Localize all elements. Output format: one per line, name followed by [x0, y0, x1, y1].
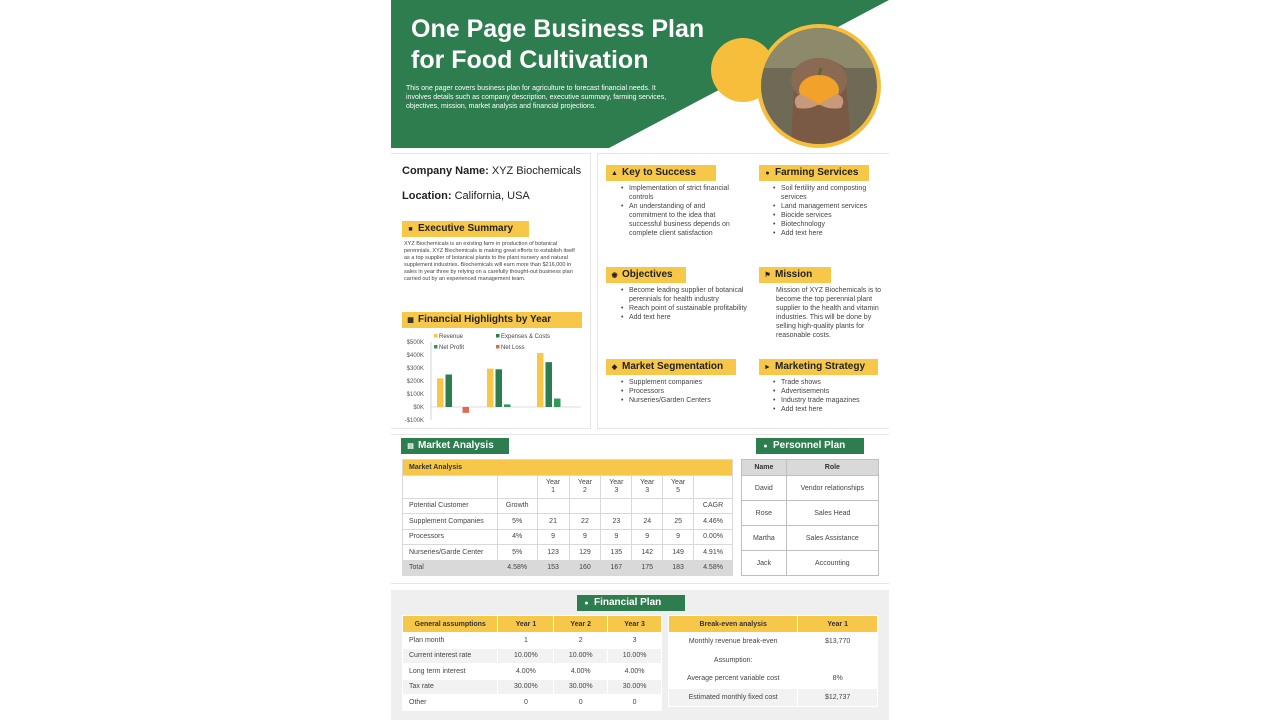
year-number: 1: [551, 486, 556, 494]
bar-expenses-costs: [496, 369, 503, 407]
market-segmentation-title: Market Segmentation: [622, 361, 724, 372]
table-cell: 10.00%: [554, 648, 608, 664]
table-row: [403, 664, 662, 680]
target-icon: ◉: [611, 272, 618, 279]
table-cell: 4.00%: [554, 664, 608, 680]
table-cell: 22: [569, 514, 601, 530]
table-cell: Supplement Companies: [403, 514, 498, 530]
bar-net-profit: [554, 399, 561, 407]
market-analysis-title: Market Analysis: [418, 440, 494, 451]
table-row: [403, 498, 733, 514]
financial-plan-heading: [577, 595, 685, 611]
year-label: Year: [609, 478, 624, 486]
farming-services-title: Farming Services: [775, 167, 859, 178]
table-cell: 123: [537, 545, 569, 561]
exec-summary-heading: [402, 221, 529, 237]
table-cell: Vendor relationships: [786, 476, 878, 501]
flag-icon: ⚑: [764, 272, 771, 279]
marketing-strategy-title: Marketing Strategy: [775, 361, 866, 372]
market-segmentation-list: [621, 379, 741, 406]
y-tick-label: -$100K: [404, 418, 424, 424]
chart-icon: ▲: [611, 170, 618, 177]
y-tick-label: $0K: [413, 405, 424, 411]
list-item: • Nurseries/Garden Centers: [621, 397, 741, 406]
financial-chart: [391, 330, 591, 430]
table-cell: Monthly revenue break-even: [669, 633, 798, 652]
tractor-icon: ●: [765, 170, 770, 177]
legend-swatch: [434, 345, 438, 349]
table-row: [669, 688, 878, 707]
list-item: • Add text here: [773, 406, 883, 415]
column-header: Name: [742, 460, 787, 476]
table-row: [669, 651, 878, 670]
list-item: • Supplement companies: [621, 379, 741, 388]
table-cell: 9: [537, 529, 569, 545]
table-cell: $12,737: [798, 688, 878, 707]
table-cell: 24: [632, 514, 663, 530]
table-cell: 30.00%: [498, 679, 554, 695]
y-tick-label: $200K: [406, 379, 424, 385]
company-name-label: Company Name:: [402, 165, 489, 177]
legend-label: Net Profit: [439, 345, 465, 351]
table-cell: 30.00%: [608, 679, 662, 695]
company-name-value: XYZ Biochemicals: [491, 165, 582, 177]
table-cell: [537, 498, 569, 514]
table-cell: 9: [601, 529, 632, 545]
table-cell: Average percent variable cost: [669, 670, 798, 689]
table-cell: Rose: [742, 501, 787, 526]
legend-label: Revenue: [439, 334, 464, 340]
table-cell: Assumption:: [669, 651, 798, 670]
table-header-row: [403, 460, 733, 476]
personnel-plan-heading: [756, 438, 864, 454]
table-header-row: [669, 616, 878, 633]
list-item: • Industry trade magazines: [773, 397, 883, 406]
column-header: Year 1: [498, 616, 554, 633]
table-cell: 175: [632, 560, 663, 576]
table-cell: 153: [537, 560, 569, 576]
list-item: • Become leading supplier of botanical perennials for health industry: [621, 287, 761, 305]
summary-icon: ■: [408, 226, 413, 233]
table-cell: 5%: [497, 545, 537, 561]
farming-services-heading: [759, 165, 869, 181]
table-cell: Plan month: [403, 633, 498, 649]
y-tick-label: $300K: [406, 366, 424, 372]
year-cell: [601, 475, 632, 498]
location-label: Location:: [402, 190, 452, 202]
table-cell: 4%: [497, 529, 537, 545]
year-label: Year: [577, 478, 593, 486]
table-cell: Nurseries/Garde Center: [403, 545, 498, 561]
table-cell: 1: [498, 633, 554, 649]
bar-revenue: [437, 378, 444, 407]
table-cell: 0: [608, 695, 662, 711]
table-row: [403, 679, 662, 695]
megaphone-icon: ►: [764, 364, 771, 371]
list-item: • Biocide services: [773, 212, 873, 221]
table-cell: 9: [569, 529, 601, 545]
table-cell: 21: [537, 514, 569, 530]
document-icon: ▦: [407, 317, 414, 324]
total-row: [403, 560, 733, 576]
year-label: Year: [671, 478, 686, 486]
table-cell: Other: [403, 695, 498, 711]
y-tick-label: $500K: [406, 340, 424, 346]
table-cell: [694, 475, 733, 498]
table-cell: 10.00%: [608, 648, 662, 664]
table-cell: 2: [554, 633, 608, 649]
table-cell: 142: [632, 545, 663, 561]
table-cell: 5%: [497, 514, 537, 530]
list-item: • An understanding of and commitment to the idea that successful business depends on complete client satisfaction: [621, 203, 733, 239]
farming-services-list: [773, 185, 873, 238]
table-cell: 135: [601, 545, 632, 561]
table-cell: [403, 475, 498, 498]
table-row: [403, 545, 733, 561]
table-row: [742, 526, 879, 551]
table-cell: 0: [554, 695, 608, 711]
table-cell: [632, 498, 663, 514]
table-cell: [663, 498, 694, 514]
marketing-strategy-list: [773, 379, 883, 415]
personnel-plan-title: Personnel Plan: [773, 440, 846, 451]
table-cell: 9: [663, 529, 694, 545]
table-cell: 8%: [798, 670, 878, 689]
table-row: [669, 670, 878, 689]
company-location: [402, 190, 530, 202]
table-header-row: [403, 616, 662, 633]
table-cell: 10.00%: [498, 648, 554, 664]
table-row: [403, 514, 733, 530]
table-cell: 4.58%: [497, 560, 537, 576]
money-bag-icon: ●: [584, 600, 589, 607]
table-cell: Accounting: [786, 551, 878, 576]
page-title: One Page Business Plan for Food Cultivation: [411, 15, 705, 74]
table-row: [742, 476, 879, 501]
table-cell: Jack: [742, 551, 787, 576]
list-item: • Implementation of strict financial controls: [621, 185, 733, 203]
table-cell: Current interest rate: [403, 648, 498, 664]
objectives-heading: [606, 267, 686, 283]
year-cell: [537, 475, 569, 498]
objectives-list: [621, 287, 761, 323]
bar-revenue: [537, 353, 544, 407]
list-item: • Reach point of sustainable profitability: [621, 305, 761, 314]
year-cell: [663, 475, 694, 498]
table-row: [403, 695, 662, 711]
table-cell: Estimated monthly fixed cost: [669, 688, 798, 707]
list-item: • Land management services: [773, 203, 873, 212]
table-cell: 0: [498, 695, 554, 711]
list-item: • Trade shows: [773, 379, 883, 388]
years-row: [403, 475, 733, 498]
table-cell: CAGR: [694, 498, 733, 514]
key-success-heading: [606, 165, 716, 181]
table-title: Market Analysis: [403, 460, 733, 476]
year-number: 5: [676, 486, 681, 494]
key-success-title: Key to Success: [622, 167, 696, 178]
marketing-strategy-heading: [759, 359, 878, 375]
mission-title: Mission: [775, 269, 813, 280]
table-cell: [601, 498, 632, 514]
table-cell: 23: [601, 514, 632, 530]
table-cell: Martha: [742, 526, 787, 551]
table-cell: Growth: [497, 498, 537, 514]
financial-plan-title: Financial Plan: [594, 597, 662, 608]
people-icon: ●: [763, 443, 768, 450]
table-cell: [798, 651, 878, 670]
table-cell: 4.00%: [608, 664, 662, 680]
table-cell: Processors: [403, 529, 498, 545]
table-cell: 30.00%: [554, 679, 608, 695]
exec-summary-title: Executive Summary: [418, 223, 514, 234]
table-cell: 160: [569, 560, 601, 576]
table-cell: Tax rate: [403, 679, 498, 695]
table-cell: $13,770: [798, 633, 878, 652]
list-item: • Soil fertility and composting services: [773, 185, 873, 203]
bar-revenue: [487, 369, 494, 407]
list-item: • Add text here: [773, 230, 873, 239]
column-header: Year 1: [798, 616, 878, 633]
mission-text: Mission of XYZ Biochemicals is to become the top perennial plant supplier to the health and vitamin industries. This will be done by selling high-quality plants for reasonable costs.: [776, 287, 882, 339]
bar-expenses-costs: [546, 362, 553, 407]
table-cell: 129: [569, 545, 601, 561]
column-header: Role: [786, 460, 878, 476]
table-cell: 0.00%: [694, 529, 733, 545]
segment-icon: ◆: [611, 364, 618, 371]
table-cell: Sales Assistance: [786, 526, 878, 551]
market-segmentation-heading: [606, 359, 736, 375]
bar-net-profit: [504, 404, 511, 407]
table-cell: 25: [663, 514, 694, 530]
column-header: Year 2: [554, 616, 608, 633]
personnel-table: [741, 459, 879, 576]
market-analysis-heading: [401, 438, 509, 454]
y-tick-label: $100K: [406, 392, 424, 398]
table-cell: Long term interest: [403, 664, 498, 680]
list-item: • Processors: [621, 388, 741, 397]
bar-net-loss: [463, 407, 470, 413]
legend-label: Net Loss: [501, 345, 525, 351]
table-cell: Potential Customer: [403, 498, 498, 514]
legend-label: Expenses & Costs: [501, 334, 551, 340]
list-item: • Biotechnology: [773, 221, 873, 230]
year-label: Year: [546, 478, 561, 486]
table-cell: 4.00%: [498, 664, 554, 680]
table-cell: David: [742, 476, 787, 501]
table-icon: ▤: [407, 443, 414, 450]
table-cell: 149: [663, 545, 694, 561]
table-row: [742, 501, 879, 526]
table-cell: 4.58%: [694, 560, 733, 576]
table-cell: 4.46%: [694, 514, 733, 530]
table-header-row: [742, 460, 879, 476]
year-number: 2: [583, 486, 587, 494]
table-cell: Sales Head: [786, 501, 878, 526]
legend-swatch: [434, 334, 438, 338]
table-row: [403, 529, 733, 545]
one-page-plan: [391, 0, 889, 720]
breakeven-table: [668, 615, 878, 707]
y-tick-label: $400K: [406, 353, 424, 359]
table-cell: 183: [663, 560, 694, 576]
legend-swatch: [496, 334, 500, 338]
year-number: 3: [645, 486, 650, 494]
column-header: Break-even analysis: [669, 616, 798, 633]
exec-summary-text: XYZ Biochemicals is an existing farm in production of botanical perennials. XYZ Biochemicals is making great efforts to establish itself as a top supplier of botanical plants to the plant nursery and natural supplement industries. Biochemicals will earn more than $216,000 in sales in year three by relying on a carefully thought-out business plan carried out by an experienced management team.: [404, 241, 575, 283]
financial-highlights-title: Financial Highlights by Year: [418, 314, 552, 325]
market-analysis-table: [402, 459, 733, 576]
table-row: [669, 633, 878, 652]
table-row: [403, 648, 662, 664]
legend-swatch: [496, 345, 500, 349]
table-row: [403, 633, 662, 649]
year-cell: [569, 475, 601, 498]
column-header: General assumptions: [403, 616, 498, 633]
location-value: California, USA: [454, 190, 530, 202]
table-cell: Total: [403, 560, 498, 576]
page-subtitle: This one pager covers business plan for agriculture to forecast financial needs. It involves details such as company description, executive summary, farming services, objectives, mission, market analysis and financial projections.: [406, 85, 667, 110]
objectives-title: Objectives: [622, 269, 673, 280]
list-item: • Advertisements: [773, 388, 883, 397]
column-header: Year 3: [608, 616, 662, 633]
table-cell: 9: [632, 529, 663, 545]
mission-heading: [759, 267, 831, 283]
year-cell: [632, 475, 663, 498]
table-cell: 4.91%: [694, 545, 733, 561]
year-number: 3: [614, 486, 619, 494]
table-cell: [497, 475, 537, 498]
key-success-list: [621, 185, 733, 238]
bar-expenses-costs: [446, 375, 453, 408]
company-name: [402, 165, 581, 177]
financial-highlights-heading: [402, 312, 582, 328]
assumptions-table: [402, 615, 662, 711]
table-cell: 3: [608, 633, 662, 649]
year-label: Year: [640, 478, 655, 486]
table-row: [742, 551, 879, 576]
table-cell: 167: [601, 560, 632, 576]
pumpkin-photo: [757, 24, 881, 148]
list-item: • Add text here: [621, 314, 761, 323]
table-cell: [569, 498, 601, 514]
